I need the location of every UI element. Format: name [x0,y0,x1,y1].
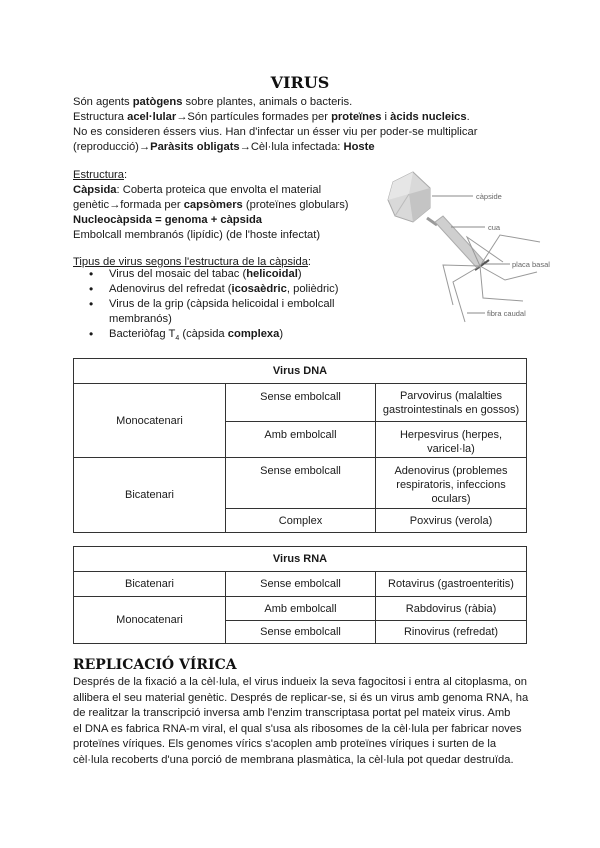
list-item [109,327,379,346]
example-cell: Adenovirus (problemes respiratoris, infeccions oculars) [376,458,527,509]
example-cell: Rinovirus (refredat) [376,621,527,644]
table-row [74,458,527,509]
structure-heading [73,168,127,183]
label-fibra-caudal: fibra caudal [487,309,526,318]
text: (proteïnes globulars) [242,199,349,211]
structure-line-1 [73,183,321,198]
intro-line-4 [73,140,375,155]
text: . [466,111,470,123]
text: Virus del mosaic del tabac ( [109,268,247,280]
structure-line-2 [73,198,349,213]
label-placa-basal: placa basal [512,260,550,269]
strand-cell: Bicatenari [74,572,226,597]
bold-term: icosaèdric [231,283,287,295]
text: , polièdric) [286,283,339,295]
bold-term: Hoste [343,141,375,153]
list-item [109,282,379,297]
intro-line-3: No es consideren éssers vius. Han d'infectar un ésser viu per poder-se multiplicar [73,126,478,138]
table-row [74,384,527,422]
bold-term: àcids nucleics [390,111,467,123]
rna-virus-table [73,546,527,644]
example-cell: Poxvirus (verola) [376,509,527,533]
intro-line-1 [73,95,352,110]
text: →Són partícules formades per [176,111,332,123]
bold-term: patògens [132,96,183,108]
replication-paragraph [73,675,533,768]
strand-cell: Monocatenari [74,384,226,458]
text: Virus de la grip (càpsida helicoidal i embolcall membranós) [109,298,335,325]
bacteriophage-icon [385,170,550,335]
text: ) [279,328,284,340]
text: →Cèl·lula infectada: [239,141,344,153]
label-cua: cua [488,223,501,232]
example-cell: Rabdovirus (ràbia) [376,597,527,621]
list-item [109,267,379,282]
heading-text: Estructura [73,169,124,181]
text: (reproducció)→ [73,141,151,153]
capsid-types-list [73,267,379,346]
text: : Coberta proteica que envolta el material [116,184,322,196]
bold-term: Càpsida [73,184,117,196]
envelope-cell: Sense embolcall [226,458,376,509]
envelope-cell: Sense embolcall [226,621,376,644]
dna-virus-table [73,358,527,533]
table-row [74,597,527,621]
text: genètic→formada per [73,199,184,211]
label-capside: càpside [476,192,502,201]
text: Estructura [73,111,128,123]
page-title: VIRUS [270,73,330,92]
bold-term: proteïnes [331,111,382,123]
paragraph-line: proteïnes víriques. Els genomes vírics s'acoplen amb proteïnes víriques i surten de la [73,738,497,750]
structure-line-3 [73,213,262,228]
envelope-cell: Amb embolcall [226,422,376,458]
table-header: Virus DNA [74,359,527,384]
envelope-cell: Sense embolcall [226,572,376,597]
text: (càpsida [179,328,228,340]
structure-line-4: Embolcall membranós (lipídic) (de l'hoste infectat) [73,229,321,241]
example-cell: Parvovirus (malalties gastrointestinals en gossos) [376,384,527,422]
bacteriophage-diagram [385,170,550,335]
paragraph-line: cèl·lula recoberts d'una porció de membrana plasmàtica, la cèl·lula pot quedar destruïda. [73,753,514,766]
strand-cell: Monocatenari [74,597,226,644]
text: ) [297,268,302,280]
paragraph-line: allibera el seu material genètic. Després de replicar-se, si és un virus amb genoma RNA, ha [73,691,529,704]
bold-term: complexa [227,328,280,340]
text: : [307,256,312,268]
text: : [123,169,128,181]
bold-term: acel·lular [127,111,177,123]
text: Bacteriòfag T [109,328,176,340]
example-cell: Rotavirus (gastroenteritis) [376,572,527,597]
text: Adenovirus del refredat ( [109,283,232,295]
envelope-cell: Amb embolcall [226,597,376,621]
paragraph-line: de realitzar la transcripció inversa amb l'enzim transcriptasa portat pel mateix virus. Amb [73,707,511,719]
intro-line-2 [73,110,470,125]
bold-term: Nucleocàpsida = genoma + càpsida [73,214,263,226]
bold-term: helicoidal [246,268,298,280]
table-header: Virus RNA [74,547,527,572]
text: i [381,111,391,123]
text: Són agents [73,96,133,108]
example-cell: Herpesvirus (herpes, varicel·la) [376,422,527,458]
bold-term: capsòmers [183,199,243,211]
heading-text: Tipus de virus segons l'estructura de la càpsida [73,256,308,268]
bold-term: Paràsits obligats [150,141,240,153]
subscript: 4 [175,335,180,343]
list-item [109,297,379,327]
text: sobre plantes, animals o bacteris. [182,96,353,108]
paragraph-line: Després de la fixació a la cèl·lula, el virus indueix la seva fagocitosi i entra al citoplasma, on [73,676,527,688]
section-title-replication: REPLICACIÓ VÍRICA [73,657,237,673]
paragraph-line: el DNA es fabrica RNA-m viral, el qual s'usa als ribosomes de la cèl·lula per fabricar noves [73,722,522,735]
envelope-cell: Sense embolcall [226,384,376,422]
strand-cell: Bicatenari [74,458,226,533]
table-row [74,572,527,597]
envelope-cell: Complex [226,509,376,533]
